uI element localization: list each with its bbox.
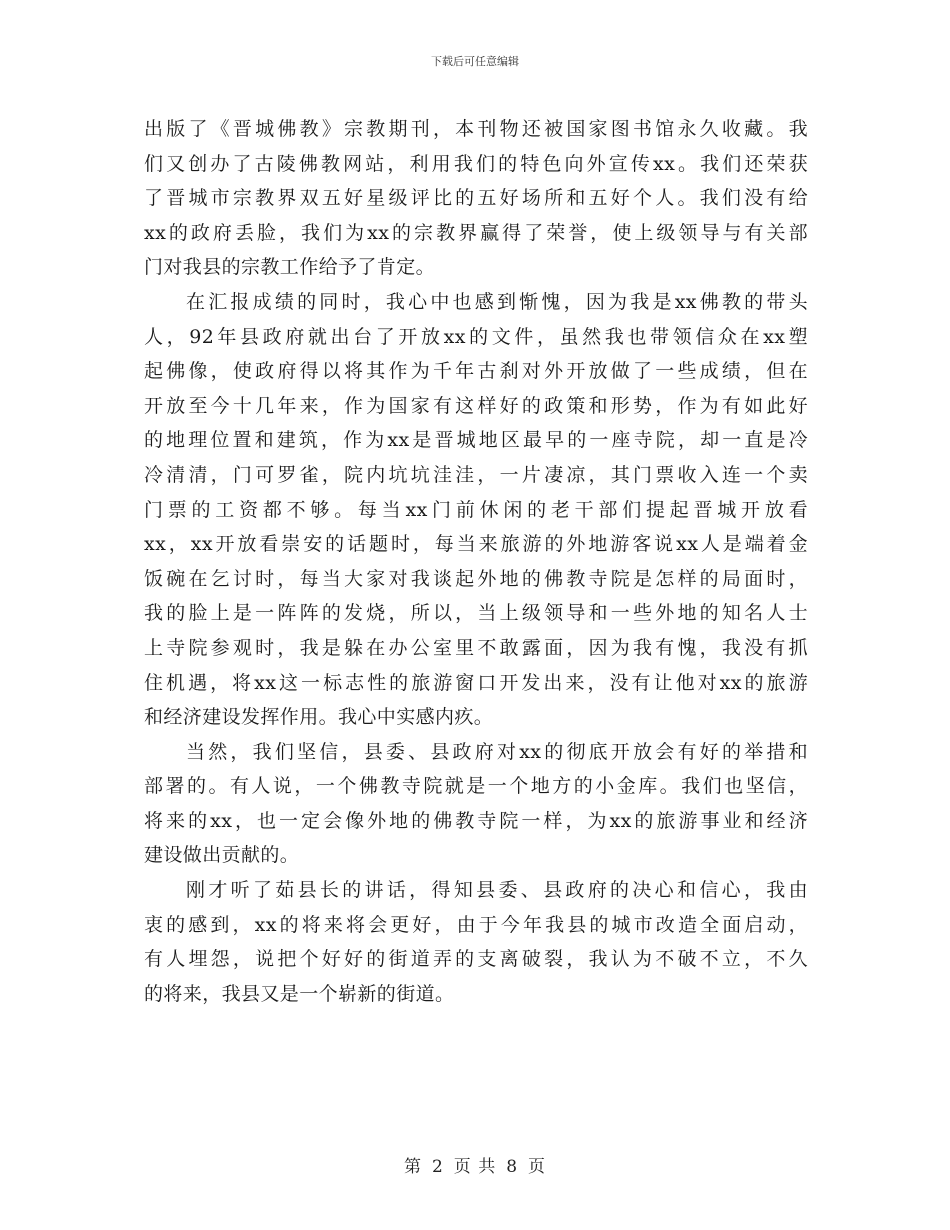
- text-line: 的地理位置和建筑，作为xx是晋城地区最早的一座寺院，却一直是冷: [144, 429, 808, 452]
- footer-suffix: 页: [528, 1157, 547, 1177]
- paragraph: [144, 735, 808, 873]
- page-footer: [0, 1152, 950, 1177]
- text-line: 们又创办了古陵佛教网站，利用我们的特色向外宣传xx。我们还荣获: [144, 152, 808, 175]
- text-line: 冷清清，门可罗雀，院内坑坑洼洼，一片凄凉，其门票收入连一个卖: [144, 463, 808, 486]
- page-header: 下载后可任意编辑: [431, 55, 519, 68]
- text-line: 有人埋怨，说把个好好的街道弄的支离破裂，我认为不破不立，不久: [144, 948, 808, 971]
- text-line: 了晋城市宗教界双五好星级评比的五好场所和五好个人。我们没有给: [144, 187, 808, 210]
- text-line: 衷的感到，xx的将来将会更好，由于今年我县的城市改造全面启动，: [144, 913, 808, 936]
- text-line: 建设做出贡献的。: [144, 844, 300, 867]
- document-body: [144, 112, 808, 1011]
- paragraph: [144, 873, 808, 1011]
- text-line: 门对我县的宗教工作给予了肯定。: [144, 256, 436, 279]
- text-line: 在汇报成绩的同时，我心中也感到惭愧，因为我是xx佛教的带头: [186, 290, 808, 313]
- current-page-number: 2: [431, 1157, 444, 1177]
- text-line: 的将来，我县又是一个崭新的街道。: [144, 982, 455, 1005]
- text-line: 刚才听了茹县长的讲话，得知县委、县政府的决心和信心，我由: [186, 879, 808, 902]
- paragraph: [144, 112, 808, 285]
- text-line: 上寺院参观时，我是躲在办公室里不敢露面，因为我有愧，我没有抓: [144, 636, 808, 659]
- text-line: xx的政府丢脸，我们为xx的宗教界赢得了荣誉，使上级领导与有关部: [144, 221, 808, 244]
- text-line: 住机遇，将xx这一标志性的旅游窗口开发出来，没有让他对xx的旅游: [144, 671, 808, 694]
- total-pages-number: 8: [506, 1157, 519, 1177]
- text-line: xx，xx开放看崇安的话题时，每当来旅游的外地游客说xx人是端着金: [144, 533, 808, 556]
- paragraph: [144, 285, 808, 735]
- text-line: 起佛像，使政府得以将其作为千年古刹对外开放做了一些成绩，但在: [144, 360, 808, 383]
- footer-prefix: 第: [403, 1157, 422, 1177]
- text-line: 饭碗在乞讨时，每当大家对我谈起外地的佛教寺院是怎样的局面时，: [144, 567, 808, 590]
- text-line: 我的脸上是一阵阵的发烧，所以，当上级领导和一些外地的知名人士: [144, 602, 808, 625]
- footer-middle: 页 共: [453, 1157, 497, 1177]
- text-line: 门票的工资都不够。每当xx门前休闲的老干部们提起晋城开放看: [144, 498, 808, 521]
- text-line: 出版了《晋城佛教》宗教期刊，本刊物还被国家图书馆永久收藏。我: [144, 118, 808, 140]
- text-line: 开放至今十几年来，作为国家有这样好的政策和形势，作为有如此好: [144, 394, 808, 417]
- text-line: 当然，我们坚信，县委、县政府对xx的彻底开放会有好的举措和: [186, 740, 808, 763]
- text-line: 部署的。有人说，一个佛教寺院就是一个地方的小金库。我们也坚信，: [144, 775, 808, 798]
- text-line: 人，92年县政府就出台了开放xx的文件，虽然我也带领信众在xx塑: [144, 325, 808, 348]
- text-line: 将来的xx，也一定会像外地的佛教寺院一样，为xx的旅游事业和经济: [144, 809, 808, 832]
- text-line: 和经济建设发挥作用。我心中实感内疚。: [144, 706, 494, 729]
